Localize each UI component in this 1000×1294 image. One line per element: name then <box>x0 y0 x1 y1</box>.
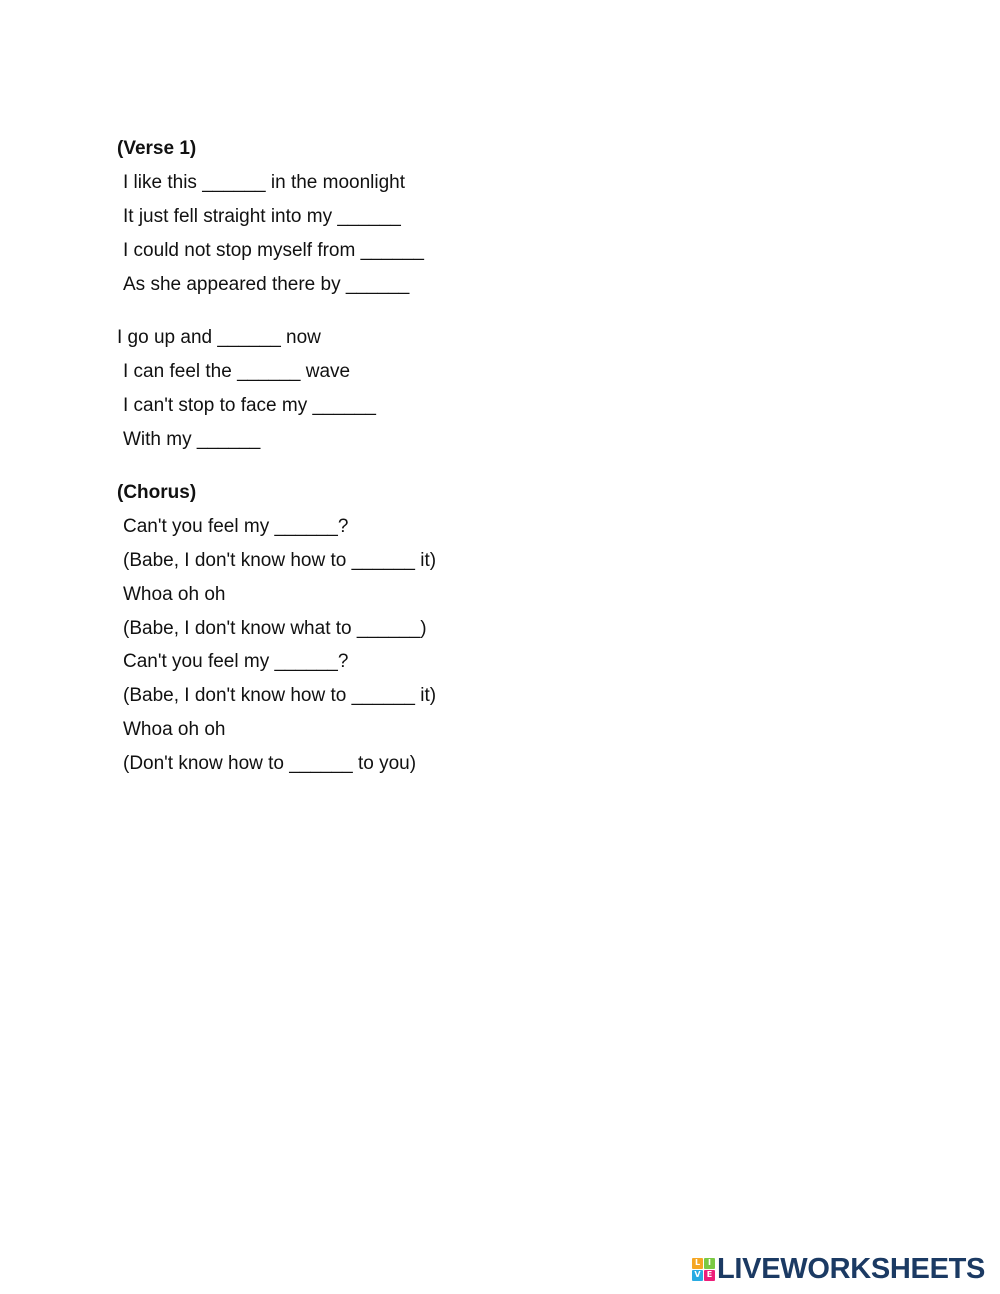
logo-tile-e: E <box>704 1270 715 1281</box>
verse-line: I like this ______ in the moonlight <box>123 172 406 193</box>
chorus-line: (Don't know how to ______ to you) <box>123 753 417 774</box>
verse-line: It just fell straight into my ______ <box>123 206 401 227</box>
liveworksheets-logo-icon <box>692 1258 715 1281</box>
logo-tile-l: L <box>692 1258 703 1269</box>
prechorus-line: I go up and ______ now <box>117 327 321 348</box>
chorus-line: Whoa oh oh <box>123 719 226 740</box>
logo-tile-i: I <box>704 1258 715 1269</box>
chorus-line: Can't you feel my ______? <box>123 516 349 537</box>
liveworksheets-logo <box>692 1253 985 1285</box>
chorus-line: Whoa oh oh <box>123 584 226 605</box>
chorus-line: (Babe, I don't know how to ______ it) <box>123 685 437 706</box>
chorus-heading: (Chorus) <box>117 482 197 503</box>
chorus-line: (Babe, I don't know how to ______ it) <box>123 550 437 571</box>
prechorus-line: With my ______ <box>123 429 261 450</box>
chorus-line: Can't you feel my ______? <box>123 651 349 672</box>
logo-tile-v: V <box>692 1270 703 1281</box>
brand-name: LIVEWORKSHEETS <box>717 1253 986 1285</box>
verse-line: I could not stop myself from ______ <box>123 240 424 261</box>
prechorus-line: I can feel the ______ wave <box>123 361 351 382</box>
verse-line: As she appeared there by ______ <box>123 274 410 295</box>
prechorus-line: I can't stop to face my ______ <box>123 395 376 416</box>
verse-heading: (Verse 1) <box>117 138 197 159</box>
chorus-line: (Babe, I don't know what to ______) <box>123 618 427 639</box>
